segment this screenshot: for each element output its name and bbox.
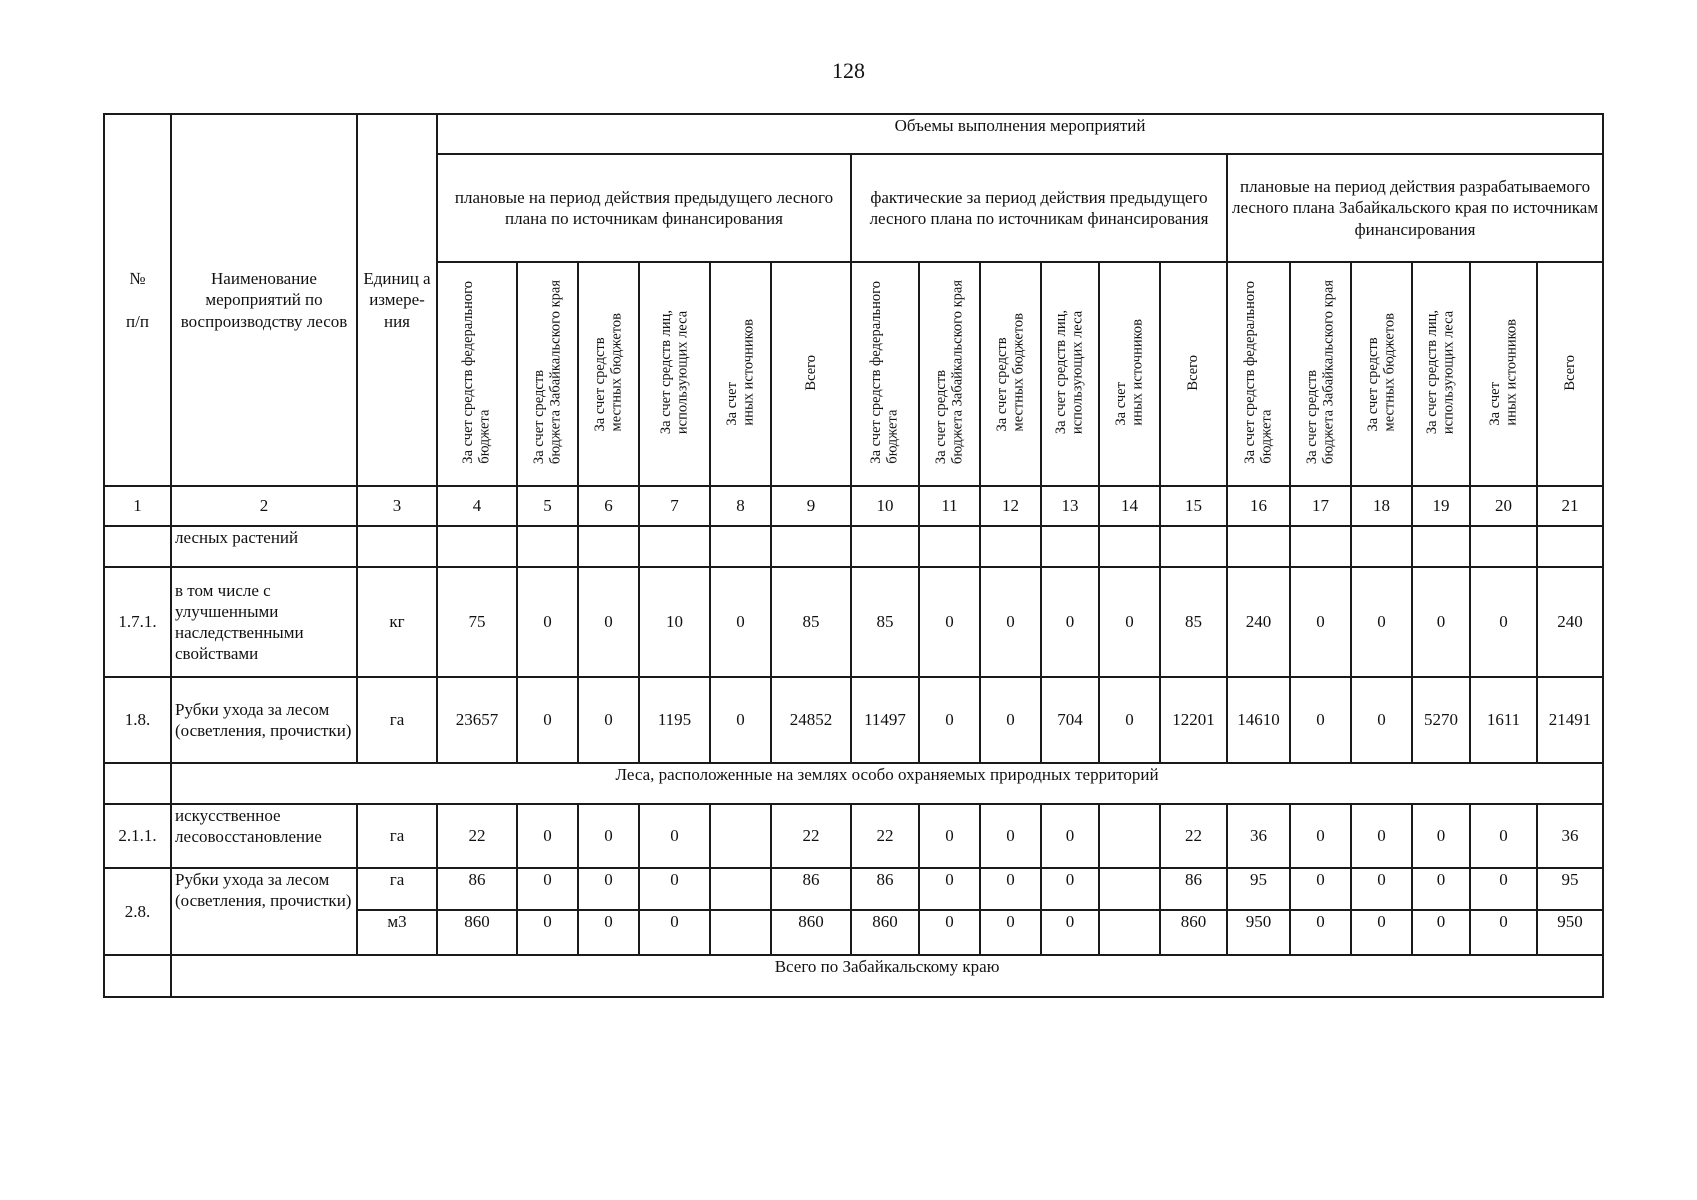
column-number-row	[104, 486, 1603, 526]
header-group-planned-previous: плановые на период действия предыдущего лесного плана по источникам финансирования	[437, 154, 851, 262]
total-row	[104, 955, 1603, 997]
column-number: 19	[1412, 486, 1470, 526]
header-source-cell	[1412, 262, 1470, 486]
empty-cell	[1470, 526, 1537, 567]
value-cell: 860	[1160, 910, 1227, 955]
value-cell: 75	[437, 567, 517, 677]
column-number: 5	[517, 486, 578, 526]
value-cell: 0	[1290, 910, 1351, 955]
empty-cell	[980, 526, 1041, 567]
value-cell: 0	[1470, 804, 1537, 868]
value-cell: 0	[1351, 868, 1412, 910]
column-number: 14	[1099, 486, 1160, 526]
value-cell	[1099, 910, 1160, 955]
reforestation-volumes-table	[103, 113, 1604, 998]
value-cell: 23657	[437, 677, 517, 763]
value-cell: 0	[517, 567, 578, 677]
column-number: 21	[1537, 486, 1603, 526]
value-cell: 14610	[1227, 677, 1290, 763]
row-unit: м3	[357, 910, 437, 955]
value-cell: 0	[980, 567, 1041, 677]
column-number: 4	[437, 486, 517, 526]
value-cell: 0	[980, 910, 1041, 955]
row-number	[104, 955, 171, 997]
header-col-name: Наименование мероприятий по воспроизводству лесов	[171, 114, 357, 486]
row-number	[104, 763, 171, 804]
header-source-regional: За счет средств бюджета Забайкальского края	[932, 280, 966, 465]
value-cell: 0	[1351, 804, 1412, 868]
value-cell: 0	[639, 868, 710, 910]
value-cell: 0	[1290, 677, 1351, 763]
value-cell: 0	[1351, 677, 1412, 763]
column-number: 12	[980, 486, 1041, 526]
value-cell: 0	[710, 567, 771, 677]
value-cell: 0	[578, 804, 639, 868]
value-cell: 86	[1160, 868, 1227, 910]
value-cell: 86	[851, 868, 919, 910]
value-cell	[1099, 804, 1160, 868]
header-source-cell	[980, 262, 1041, 486]
header-source-cell	[1160, 262, 1227, 486]
header-source-federal: За счет средств федерального бюджета	[1241, 281, 1275, 464]
value-cell	[710, 868, 771, 910]
value-cell: 0	[919, 868, 980, 910]
header-source-federal: За счет средств федерального бюджета	[868, 281, 901, 464]
value-cell: 0	[578, 677, 639, 763]
value-cell: 0	[919, 677, 980, 763]
column-number: 17	[1290, 486, 1351, 526]
column-number: 11	[919, 486, 980, 526]
value-cell: 0	[1290, 567, 1351, 677]
header-group-actual-previous: фактические за период действия предыдущего лесного плана по источникам финансирования	[851, 154, 1227, 262]
table-row	[104, 804, 1603, 868]
header-col-unit: Единиц а измере-ния	[357, 114, 437, 486]
header-source-cell	[1290, 262, 1351, 486]
row-unit	[357, 526, 437, 567]
value-cell: 0	[980, 677, 1041, 763]
empty-cell	[1099, 526, 1160, 567]
value-cell	[1099, 868, 1160, 910]
header-source-cell	[578, 262, 639, 486]
table-row	[104, 868, 1603, 910]
value-cell: 0	[1099, 567, 1160, 677]
value-cell: 5270	[1412, 677, 1470, 763]
header-source-cell	[1351, 262, 1412, 486]
header-source-cell	[1041, 262, 1099, 486]
column-number: 2	[171, 486, 357, 526]
column-number: 16	[1227, 486, 1290, 526]
column-number: 3	[357, 486, 437, 526]
value-cell: 10	[639, 567, 710, 677]
row-name: Рубки ухода за лесом (осветления, прочистки)	[171, 677, 357, 763]
header-source-cell	[437, 262, 517, 486]
column-number: 20	[1470, 486, 1537, 526]
value-cell: 704	[1041, 677, 1099, 763]
value-cell: 0	[1351, 910, 1412, 955]
value-cell: 21491	[1537, 677, 1603, 763]
row-name: лесных растений	[171, 526, 357, 567]
header-source-total: Всего	[1561, 354, 1578, 391]
empty-cell	[771, 526, 851, 567]
value-cell: 950	[1537, 910, 1603, 955]
value-cell: 95	[1537, 868, 1603, 910]
empty-cell	[517, 526, 578, 567]
value-cell: 950	[1227, 910, 1290, 955]
value-cell: 36	[1537, 804, 1603, 868]
row-unit: га	[357, 804, 437, 868]
empty-cell	[851, 526, 919, 567]
header-source-total: Всего	[802, 354, 819, 391]
value-cell: 86	[771, 868, 851, 910]
header-source-local: За счет средств местных бюджетов	[1364, 313, 1398, 432]
column-number: 1	[104, 486, 171, 526]
header-source-other: За счет иных источников	[1112, 319, 1146, 426]
value-cell: 0	[1412, 804, 1470, 868]
value-cell: 85	[851, 567, 919, 677]
value-cell: 22	[437, 804, 517, 868]
table-row	[104, 677, 1603, 763]
row-number: 2.1.1.	[104, 804, 171, 868]
header-source-local: За счет средств местных бюджетов	[591, 313, 625, 432]
empty-cell	[639, 526, 710, 567]
header-source-total: Всего	[1185, 354, 1202, 391]
value-cell: 0	[1470, 567, 1537, 677]
header-source-forest-users: За счет средств лиц, использующих леса	[657, 310, 691, 435]
header-source-cell	[1470, 262, 1537, 486]
row-unit: га	[357, 677, 437, 763]
header-source-cell	[639, 262, 710, 486]
header-volumes-title: Объемы выполнения мероприятий	[437, 114, 1603, 154]
header-col-number: № п/п	[104, 114, 171, 486]
value-cell: 0	[578, 868, 639, 910]
row-name: искусственное лесовосстановление	[171, 804, 357, 868]
value-cell: 22	[851, 804, 919, 868]
value-cell: 0	[710, 677, 771, 763]
empty-cell	[1537, 526, 1603, 567]
value-cell: 0	[517, 677, 578, 763]
header-source-cell	[919, 262, 980, 486]
header-source-other: За счет иных источников	[1486, 319, 1520, 426]
header-source-cell	[1099, 262, 1160, 486]
value-cell: 24852	[771, 677, 851, 763]
value-cell: 0	[1041, 868, 1099, 910]
column-number: 13	[1041, 486, 1099, 526]
header-source-cell	[1537, 262, 1603, 486]
value-cell: 85	[1160, 567, 1227, 677]
header-source-regional: За счет средств бюджета Забайкальского края	[530, 280, 564, 465]
empty-cell	[1412, 526, 1470, 567]
value-cell: 0	[517, 868, 578, 910]
value-cell: 0	[639, 910, 710, 955]
value-cell: 0	[1351, 567, 1412, 677]
header-source-forest-users: За счет средств лиц, использующих леса	[1424, 310, 1457, 435]
header-source-cell	[1227, 262, 1290, 486]
empty-cell	[1160, 526, 1227, 567]
value-cell: 12201	[1160, 677, 1227, 763]
value-cell: 240	[1227, 567, 1290, 677]
empty-cell	[437, 526, 517, 567]
header-source-other: За счет иных источников	[723, 319, 757, 426]
table-row	[104, 567, 1603, 677]
header-source-cell	[771, 262, 851, 486]
value-cell: 0	[1470, 868, 1537, 910]
value-cell: 11497	[851, 677, 919, 763]
value-cell: 0	[1470, 910, 1537, 955]
row-unit: га	[357, 868, 437, 910]
value-cell: 0	[1041, 567, 1099, 677]
section-row	[104, 763, 1603, 804]
value-cell: 1195	[639, 677, 710, 763]
row-number: 2.8.	[104, 868, 171, 955]
value-cell: 0	[578, 910, 639, 955]
value-cell: 0	[517, 804, 578, 868]
value-cell: 86	[437, 868, 517, 910]
empty-cell	[578, 526, 639, 567]
value-cell: 22	[1160, 804, 1227, 868]
header-source-cell	[517, 262, 578, 486]
header-source-forest-users: За счет средств лиц, использующих леса	[1053, 310, 1086, 435]
value-cell: 0	[1412, 868, 1470, 910]
header-source-cell	[851, 262, 919, 486]
column-number: 15	[1160, 486, 1227, 526]
value-cell: 22	[771, 804, 851, 868]
value-cell: 0	[1099, 677, 1160, 763]
value-cell	[710, 910, 771, 955]
header-source-federal: За счет средств федерального бюджета	[460, 281, 493, 464]
value-cell: 1611	[1470, 677, 1537, 763]
page-number: 128	[832, 58, 865, 83]
column-number: 8	[710, 486, 771, 526]
column-number: 7	[639, 486, 710, 526]
value-cell: 240	[1537, 567, 1603, 677]
row-number: 1.8.	[104, 677, 171, 763]
total-title: Всего по Забайкальскому краю	[171, 955, 1603, 997]
column-number: 9	[771, 486, 851, 526]
empty-cell	[1227, 526, 1290, 567]
empty-cell	[710, 526, 771, 567]
value-cell: 0	[919, 567, 980, 677]
value-cell: 36	[1227, 804, 1290, 868]
row-name: в том числе с улучшенными наследственными свойствами	[171, 567, 357, 677]
column-number: 6	[578, 486, 639, 526]
row-number	[104, 526, 171, 567]
empty-cell	[1290, 526, 1351, 567]
header-source-regional: За счет средств бюджета Забайкальского края	[1303, 280, 1337, 465]
section-title-oopt: Леса, расположенные на землях особо охраняемых природных территорий	[171, 763, 1603, 804]
header-source-cell	[710, 262, 771, 486]
value-cell: 860	[851, 910, 919, 955]
row-name: Рубки ухода за лесом (осветления, прочистки)	[171, 868, 357, 955]
value-cell: 0	[919, 910, 980, 955]
value-cell: 0	[1290, 804, 1351, 868]
value-cell: 85	[771, 567, 851, 677]
header-source-local: За счет средств местных бюджетов	[993, 313, 1027, 432]
value-cell: 0	[578, 567, 639, 677]
table-row	[104, 526, 1603, 567]
column-number: 10	[851, 486, 919, 526]
value-cell: 0	[919, 804, 980, 868]
value-cell: 0	[1412, 910, 1470, 955]
value-cell: 0	[980, 804, 1041, 868]
value-cell: 860	[437, 910, 517, 955]
value-cell: 95	[1227, 868, 1290, 910]
column-number: 18	[1351, 486, 1412, 526]
value-cell: 0	[980, 868, 1041, 910]
empty-cell	[919, 526, 980, 567]
header-group-planned-new: плановые на период действия разрабатываемого лесного плана Забайкальского края по источникам финансирования	[1227, 154, 1603, 262]
value-cell: 0	[1041, 910, 1099, 955]
row-unit: кг	[357, 567, 437, 677]
value-cell: 0	[1041, 804, 1099, 868]
value-cell: 860	[771, 910, 851, 955]
empty-cell	[1351, 526, 1412, 567]
empty-cell	[1041, 526, 1099, 567]
value-cell: 0	[1290, 868, 1351, 910]
value-cell: 0	[639, 804, 710, 868]
row-number: 1.7.1.	[104, 567, 171, 677]
value-cell: 0	[517, 910, 578, 955]
value-cell	[710, 804, 771, 868]
value-cell: 0	[1412, 567, 1470, 677]
